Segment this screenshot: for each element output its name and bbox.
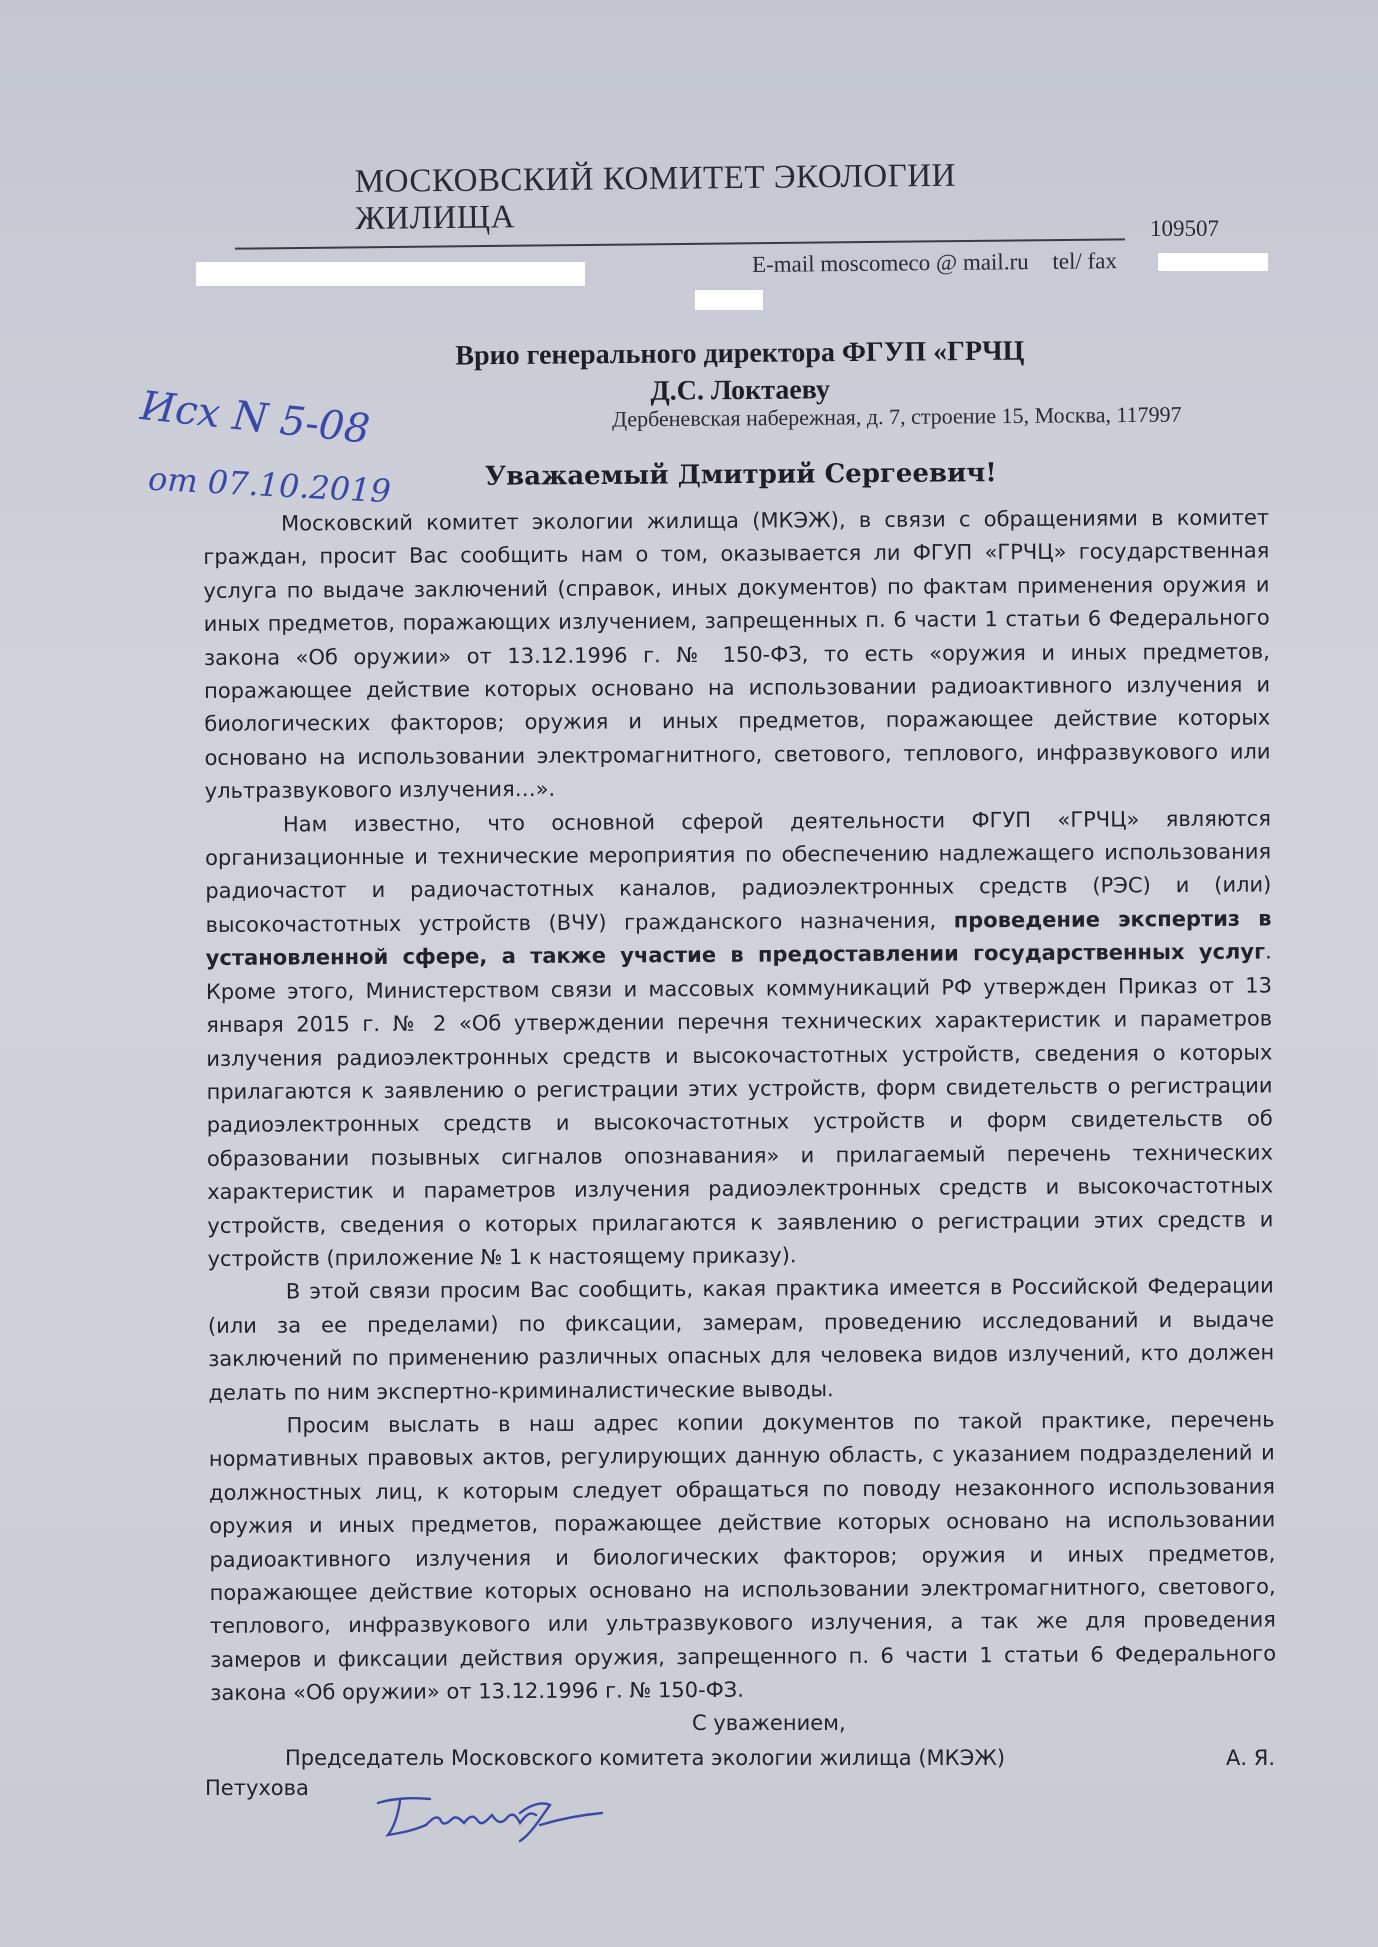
paragraph-4: Просим выслать в наш адрес копии документов по такой практике, перечень нормативных правовых актов, регулирующих данную область, с указанием подразделений и должностных лиц, к которым следует обращаться по поводу незаконного использования оружия и иных предметов, поражающее действие которых основано на использовании радиоактивного излучения и биологических факторов; оружия и иных предметов, поражающее действие которых основано на использовании электромагнитного, светового, теплового, инфразвукового или ультразвукового излучения, а так же для проведения замеров и фиксации действия оружия, запрещенного п. 6 части 1 статьи 6 Федерального закона «Об оружии» от 13.12.1996 г. № 150-ФЗ.	[208, 1407, 1277, 1706]
addressee-block	[360, 332, 1121, 413]
greeting: Уважаемый Дмитрий Сергеевич!	[484, 458, 997, 492]
signatory-position: Председатель Московского комитета экологии жилища (МКЭЖ)	[285, 1746, 1006, 1770]
redaction-box	[695, 290, 763, 310]
postal-code: 109507	[1150, 216, 1219, 241]
paragraph-1: Московский комитет экологии жилища (МКЭЖ), в связи с обращениями в комитет граждан, просит Вас сообщить нам о том, оказывается ли ФГУП «ГРЧЦ» государственная услуга по выдаче заключений (справок, иных документов) по фактам применения оружия и иных предметов, поражающих излучением, запрещенных п. 6 части 1 статьи 6 Федерального закона «Об оружии» от 13.12.1996 г. № 150-ФЗ, то есть «оружия и иных предметов, поражающее действие которых основано на использовании радиоактивного излучения и биологических факторов; оружия и иных предметов, поражающее действие которых основано на использовании электромагнитного, светового, теплового, инфразвукового или ультразвукового излучения…».	[203, 505, 1271, 804]
paragraph-2-text: Нам известно, что основной сферой деятельности ФГУП «ГРЧЦ» являются организационные и технические мероприятия по обеспечению надлежащего использования радиочастот и радиочастотных каналов, радиоэлектронных средств (РЭС) и (или) высокочастотных устройств (ВЧУ) гражданского назначения,	[205, 806, 1272, 937]
organization-title: МОСКОВСКИЙ КОМИТЕТ ЭКОЛОГИИ ЖИЛИЩА	[354, 157, 957, 237]
signatory-initials: А. Я.	[1226, 1746, 1275, 1770]
addressee-name: Д.С. Локтаеву	[650, 374, 831, 407]
signatory-line	[285, 1746, 1275, 1770]
paragraph-3: В этой связи просим Вас сообщить, какая практика имеется в Российской Федерации (или за ее пределами) по фиксации, замерам, проведению исследований и выдаче заключений по применению различных опасных для человека видов излучений, кто должен делать по ним экспертно-криминалистические выводы.	[207, 1273, 1275, 1405]
redaction-box	[196, 262, 585, 286]
header-divider	[235, 238, 1125, 249]
handwritten-signature	[370, 1785, 610, 1845]
paragraph-2-text-cont: . Кроме этого, Министерством связи и массовых коммуникаций РФ утвержден Приказ от 13 января 2015 г. № 2 «Об утверждении перечня технических характеристик и параметров излучения радиоэлектронных средств и высокочастотных устройств, сведения о которых прилагаются к заявлению о регистрации этих устройств, форм свидетельств о регистрации радиоэлектронных средств и высокочастотных устройств и форм свидетельств об образовании позывных сигналов опознавания» и прилагаемый перечень технических характеристик и параметров излучения радиоэлектронных средств и высокочастотных устройств, сведения о которых прилагаются к заявлению о регистрации этих средств и устройств (приложение № 1 к настоящему приказу).	[205, 939, 1274, 1271]
redaction-box	[1158, 253, 1268, 271]
paragraph-2	[205, 802, 1274, 1276]
email-text: E-mail moscomeco @ mail.ru	[751, 249, 1029, 278]
contact-line	[752, 248, 1135, 278]
addressee-address: Дербеневская набережная, д. 7, строение 15, Москва, 117997	[611, 401, 1182, 432]
letter-body	[203, 501, 1276, 1710]
signatory-surname: Петухова	[205, 1776, 309, 1800]
closing-phrase: С уважением,	[692, 1711, 846, 1735]
handwritten-date: от 07.10.2019	[147, 459, 392, 511]
handwritten-reference-number: Исх N 5-08	[138, 383, 372, 453]
paragraph-2-bold: проведение экспертиз в установленной сфере, а также участие в предоставлении государственных услуг	[205, 906, 1272, 971]
telfax-label: tel/ fax	[1052, 248, 1118, 274]
addressee-position: Врио генерального директора ФГУП «ГРЧЦ	[455, 335, 1025, 372]
